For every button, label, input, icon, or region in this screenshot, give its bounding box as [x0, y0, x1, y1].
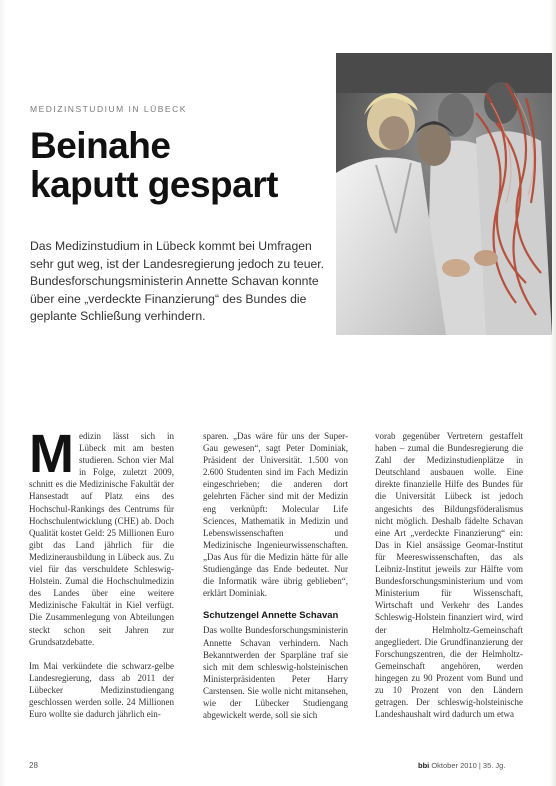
drop-cap: M: [29, 424, 74, 484]
paragraph: [29, 424, 174, 648]
headline: [30, 126, 330, 204]
section-label: MEDIZINSTUDIUM IN LÜBECK: [30, 104, 187, 114]
magazine-name: bbi: [418, 761, 430, 770]
article-column-3: [375, 430, 523, 720]
paragraph: Das wollte Bundesforschungsministerin Annette Schavan verhindern. Nach Bekanntwerden der Sparpläne traf sie sich mit dem schleswig-holsteinischen Ministerpräsidenten Peter Harry Carstensen. Sie wolle nicht mitansehen, wie der Lübecker Studiengang abgewickelt werde, soll sie sich: [203, 625, 348, 721]
subheading: Schutzengel Annette Schavan: [203, 610, 339, 622]
headline-line-2: kaputt gespart: [30, 164, 278, 205]
paragraph: sparen. „Das wäre für uns der Super-Gau gewesen“, sagt Peter Dominiak, Präsident der Universität. 1.500 von 2.600 Studenten sind im Fach Medizin eingeschrieben; die anderen dort gelehrten Fächer sind mit der Medizin eng verknüpft: Molecular Life Sciences, Mathematik in Medizin und Lebenswissenschaften und Medizinische Ingenieurwissenschaften. „Das Aus für die Medizin hätte für alle Studiengänge das Ende bedeutet. Nur die Informatik wäre übrig geblieben“, erklärt Dominiak.: [203, 431, 348, 599]
page-number: 28: [29, 761, 38, 770]
paragraph: vorab gegenüber Vertretern gestaffelt haben – zumal die Bundesregierung die Zahl der Medizinstudienplätze in Deutschland ausbauen wolle. Eine direkte finanzielle Hilfe des Bundes für die Universität Lübeck ist jedoch angesichts des Bildungsföderalismus nicht möglich. Deshalb fädelte Schavan eine Art „verdeckte Finanzierung“ ein: Das in Kiel ansässige Geomar-Institut für Meereswissenschaften, das als Leibniz-Institut jeweils zur Hälfte vom Bundesforschungsministerium und vom Ministerium für Wissenschaft, Wirtschaft und Verkehr des Landes Schleswig-Holstein finanziert wird, wird der Helmholtz-Gemeinschaft angegliedert. Die Grundfinanzierung der Forschungszentren, die der Helmholtz-Gemeinschaft angehören, werden hingegen zu 90 Prozent vom Bund und zu 10 Prozent von den Ländern getragen. Der schleswig-holsteinische Landeshaushalt wird dadurch um etwa: [375, 431, 523, 720]
lead-paragraph: Das Medizinstudium in Lübeck kommt bei Umfragen sehr gut weg, ist der Landesregierung jedoch zu teuer. Bundesforschungsministerin Annette Schavan konnte über eine „verdeckte Finanzierung“ des Bundes die geplante Schließung verhindern.: [30, 239, 325, 324]
students-photo-illustration: [336, 53, 552, 335]
article-column-2: [203, 430, 348, 721]
headline-line-1: Beinahe: [30, 125, 171, 166]
issue-date: Oktober 2010 | 35. Jg.: [431, 761, 506, 770]
footer-issue-info: [418, 761, 505, 770]
paragraph: Im Mai verkündete die schwarz-gelbe Landesregierung, dass ab 2011 der Lübecker Medizinstudiengang geschlossen werden solle. 24 Millionen Euro wollte sie dadurch jährlich ein-: [29, 660, 174, 720]
article-column-1: [29, 424, 174, 720]
article-photo: [336, 53, 552, 335]
paragraph-text: edizin lässt sich in Lübeck mit am besten studieren. Schon vier Mal in Folge, zuletzt 2009, schnitt es die Medizinische Fakultät der Hansestadt auf Platz eins des Hochschul-Rankings des Centrums für Hochschulentwicklung (CHE) ab. Doch Qualität kostet Geld: 25 Millionen Euro gibt das Land jährlich für die Medizinerausbildung in Lübeck aus. Zu viel für das verschuldete Schleswig-Holstein. Zumal die Hochschulmedizin des Landes über eine weitere Medizinische Fakultät in Kiel verfügt. Die Zusammenlegung von Abteilungen steckt schon seit Jahren zur Grundsatzdebatte.: [29, 431, 174, 647]
